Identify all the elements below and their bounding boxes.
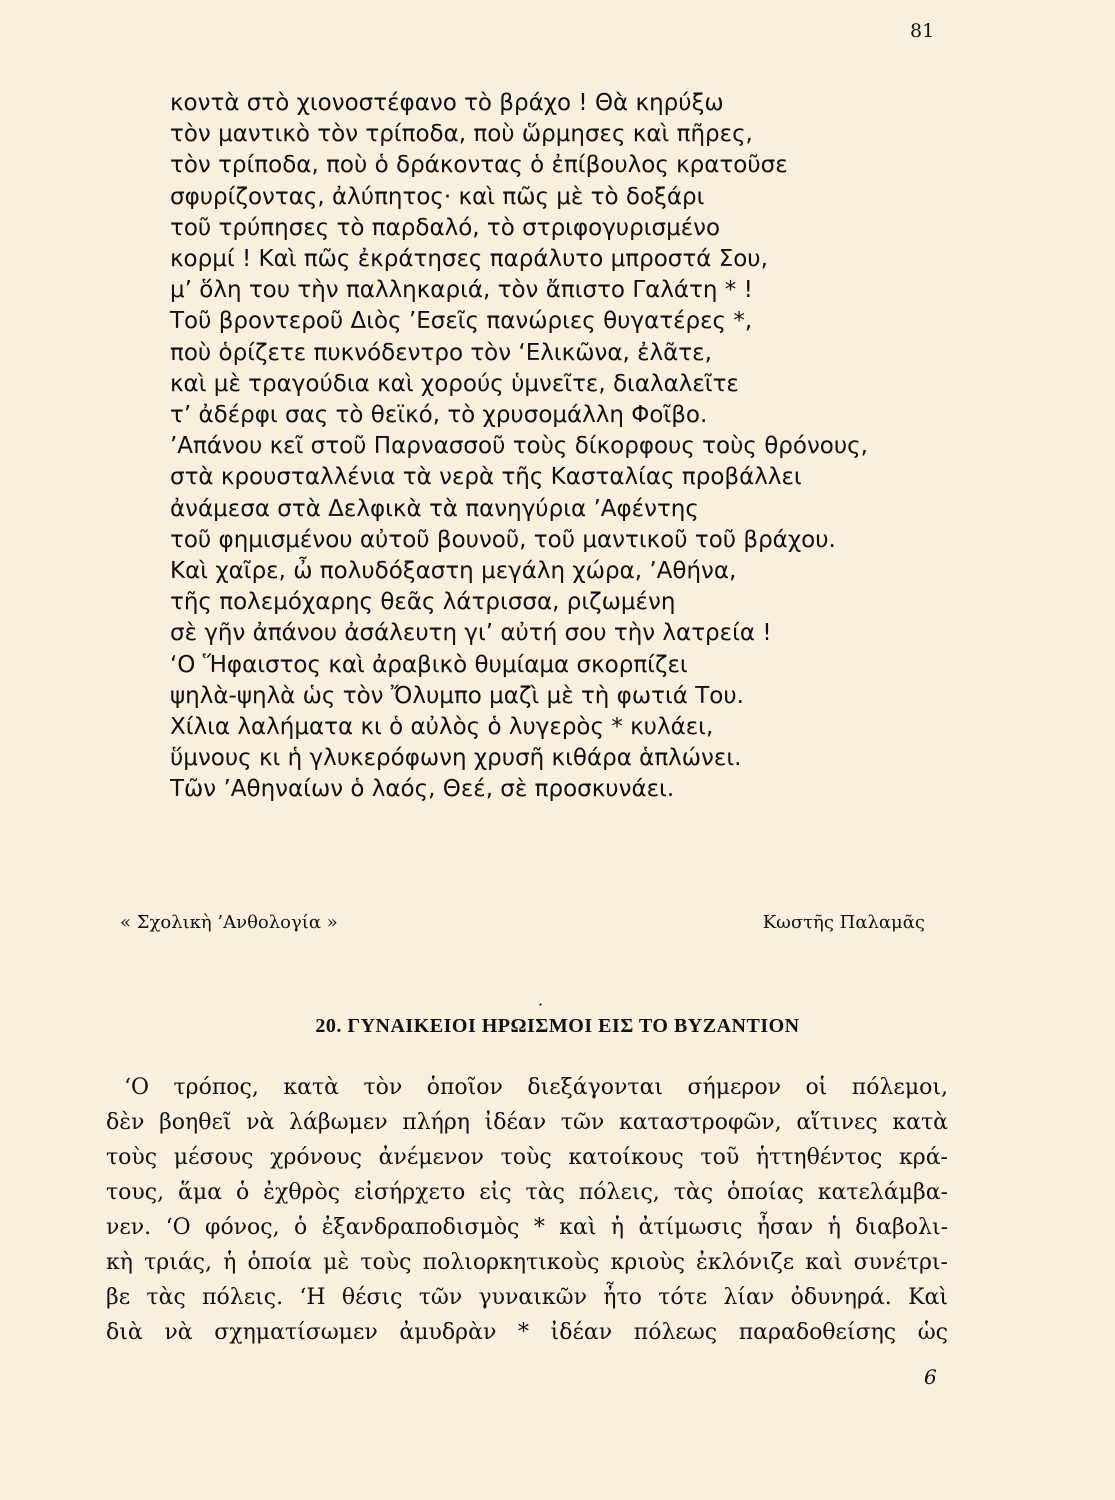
- poem-line: τῆς πολεμόχαρης θεᾶς λάτρισσα, ριζωμένη: [170, 589, 676, 616]
- prose-line: δὲν βοηθεῖ νὰ λάβωμεν πλήρη ἰδέαν τῶν καταστροφῶν, αἵτινες κατὰ: [106, 1110, 948, 1135]
- poem-line: σφυρίζοντας, ἀλύπητος· καὶ πῶς μὲ τὸ δοξάρι: [170, 183, 705, 210]
- poem-line: ψηλὰ-ψηλὰ ὡς τὸν Ὄλυμπο μαζὶ μὲ τὴ φωτιά Του.: [170, 682, 744, 709]
- poem-line: κορμί ! Καὶ πῶς ἐκράτησες παράλυτο μπροστά Σου,: [170, 246, 768, 273]
- poem-line: τὸν τρίποδα, ποὺ ὁ δράκοντας ὁ ἐπίβουλος κρατοῦσε: [170, 152, 788, 179]
- poem-line: ποὺ ὁρίζετε πυκνόδεντρο τὸν ‘Ελικῶνα, ἐλᾶτε,: [170, 339, 712, 366]
- poem-line: σὲ γῆν ἀπάνου ἀσάλευτη γι’ αὐτή σου τὴν λατρεία !: [170, 620, 772, 647]
- prose-line: διὰ νὰ σχηματίσωμεν ἀμυδρὰν * ἰδέαν πόλεως παραδοθείσης ὡς: [106, 1320, 948, 1345]
- section-divider: ·: [538, 995, 544, 1014]
- poem-line: τοῦ φημισμένου αὐτοῦ βουνοῦ, τοῦ μαντικοῦ τοῦ βράχου.: [170, 526, 836, 553]
- poem-line: καὶ μὲ τραγούδια καὶ χορούς ὑμνεῖτε, διαλαλεῖτε: [170, 370, 739, 397]
- prose-line: βε τὰς πόλεις. ‘Η θέσις τῶν γυναικῶν ἦτο τότε λίαν ὀδυνηρά. Καὶ: [106, 1285, 948, 1310]
- poem-author: Κωστῆς Παλαμᾶς: [762, 912, 925, 933]
- poem-attribution: [120, 912, 925, 933]
- poem: [170, 88, 970, 806]
- section-body: [106, 1070, 948, 1350]
- prose-line: τοὺς μέσους χρόνους ἀνέμενον τοὺς κατοίκους τοῦ ἡττηθέντος κρά-: [106, 1145, 948, 1170]
- poem-line: κοντὰ στὸ χιονοστέφανο τὸ βράχο ! Θὰ κηρύξω: [170, 90, 724, 116]
- poem-line: ἀνάμεσα στὰ Δελφικὰ τὰ πανηγύρια ’Αφέντης: [170, 495, 699, 522]
- anthology-source: « Σχολικὴ ’Ανθολογία »: [120, 912, 338, 933]
- poem-line: Τῶν ’Αθηναίων ὁ λαός, Θεέ, σὲ προσκυνάει.: [170, 776, 675, 803]
- prose-line: ‘Ο τρόπος, κατὰ τὸν ὁποῖον διεξάγονται σήμερον οἱ πόλεμοι,: [124, 1075, 948, 1100]
- prose-line: κὴ τριάς, ἡ ὁποία μὲ τοὺς πολιορκητικοὺς κριοὺς ἐκλόνιζε καὶ συνέτρι-: [106, 1250, 948, 1275]
- poem-line: τ’ ἀδέρφι σας τὸ θεϊκό, τὸ χρυσομάλλη Φοῖβο.: [170, 402, 708, 429]
- poem-line: Καὶ χαῖρε, ὦ πολυδόξαστη μεγάλη χώρα, ’Αθήνα,: [170, 558, 737, 585]
- poem-line: Χίλια λαλήματα κι ὁ αὐλὸς ὁ λυγερὸς * κυλάει,: [170, 714, 714, 741]
- signature-number: 6: [924, 1365, 937, 1389]
- poem-line: στὰ κρουσταλλένια τὰ νερὰ τῆς Κασταλίας προβάλλει: [170, 464, 802, 491]
- poem-line: Τοῦ βροντεροῦ Διὸς ’Εσεῖς πανώριες θυγατέρες *,: [170, 308, 753, 335]
- poem-line: ‘Ο Ἥφαιστος καὶ ἀραβικὸ θυμίαμα σκορπίζει: [170, 651, 688, 678]
- poem-line: ὕμνους κι ἡ γλυκερόφωνη χρυσῆ κιθάρα ἁπλώνει.: [170, 745, 742, 772]
- prose-line: τους, ἅμα ὁ ἐχθρὸς εἰσήρχετο εἰς τὰς πόλεις, τὰς ὁποίας κατελάμβα-: [106, 1180, 948, 1205]
- section-heading: 20. ΓΥΝΑΙΚΕΙΟΙ ΗΡΩΙΣΜΟΙ ΕΙΣ ΤΟ ΒΥΖΑΝΤΙΟΝ: [315, 1015, 800, 1037]
- poem-line: μ’ ὅλη του τὴν παλληκαριά, τὸν ἄπιστο Γαλάτη * !: [170, 277, 753, 304]
- poem-line: τοῦ τρύπησες τὸ παρδαλό, τὸ στριφογυρισμένο: [170, 214, 721, 241]
- poem-line: τὸν μαντικὸ τὸν τρίποδα, ποὺ ὥρμησες καὶ πῆρες,: [170, 121, 753, 148]
- page-number: 81: [910, 20, 935, 42]
- prose-line: νεν. ‘Ο φόνος, ὁ ἐξανδραποδισμὸς * καὶ ἡ ἀτίμωσις ἦσαν ἡ διαβολι-: [106, 1215, 948, 1240]
- poem-line: ’Απάνου κεῖ στοῦ Παρνασσοῦ τοὺς δίκορφους τοὺς θρόνους,: [170, 433, 868, 460]
